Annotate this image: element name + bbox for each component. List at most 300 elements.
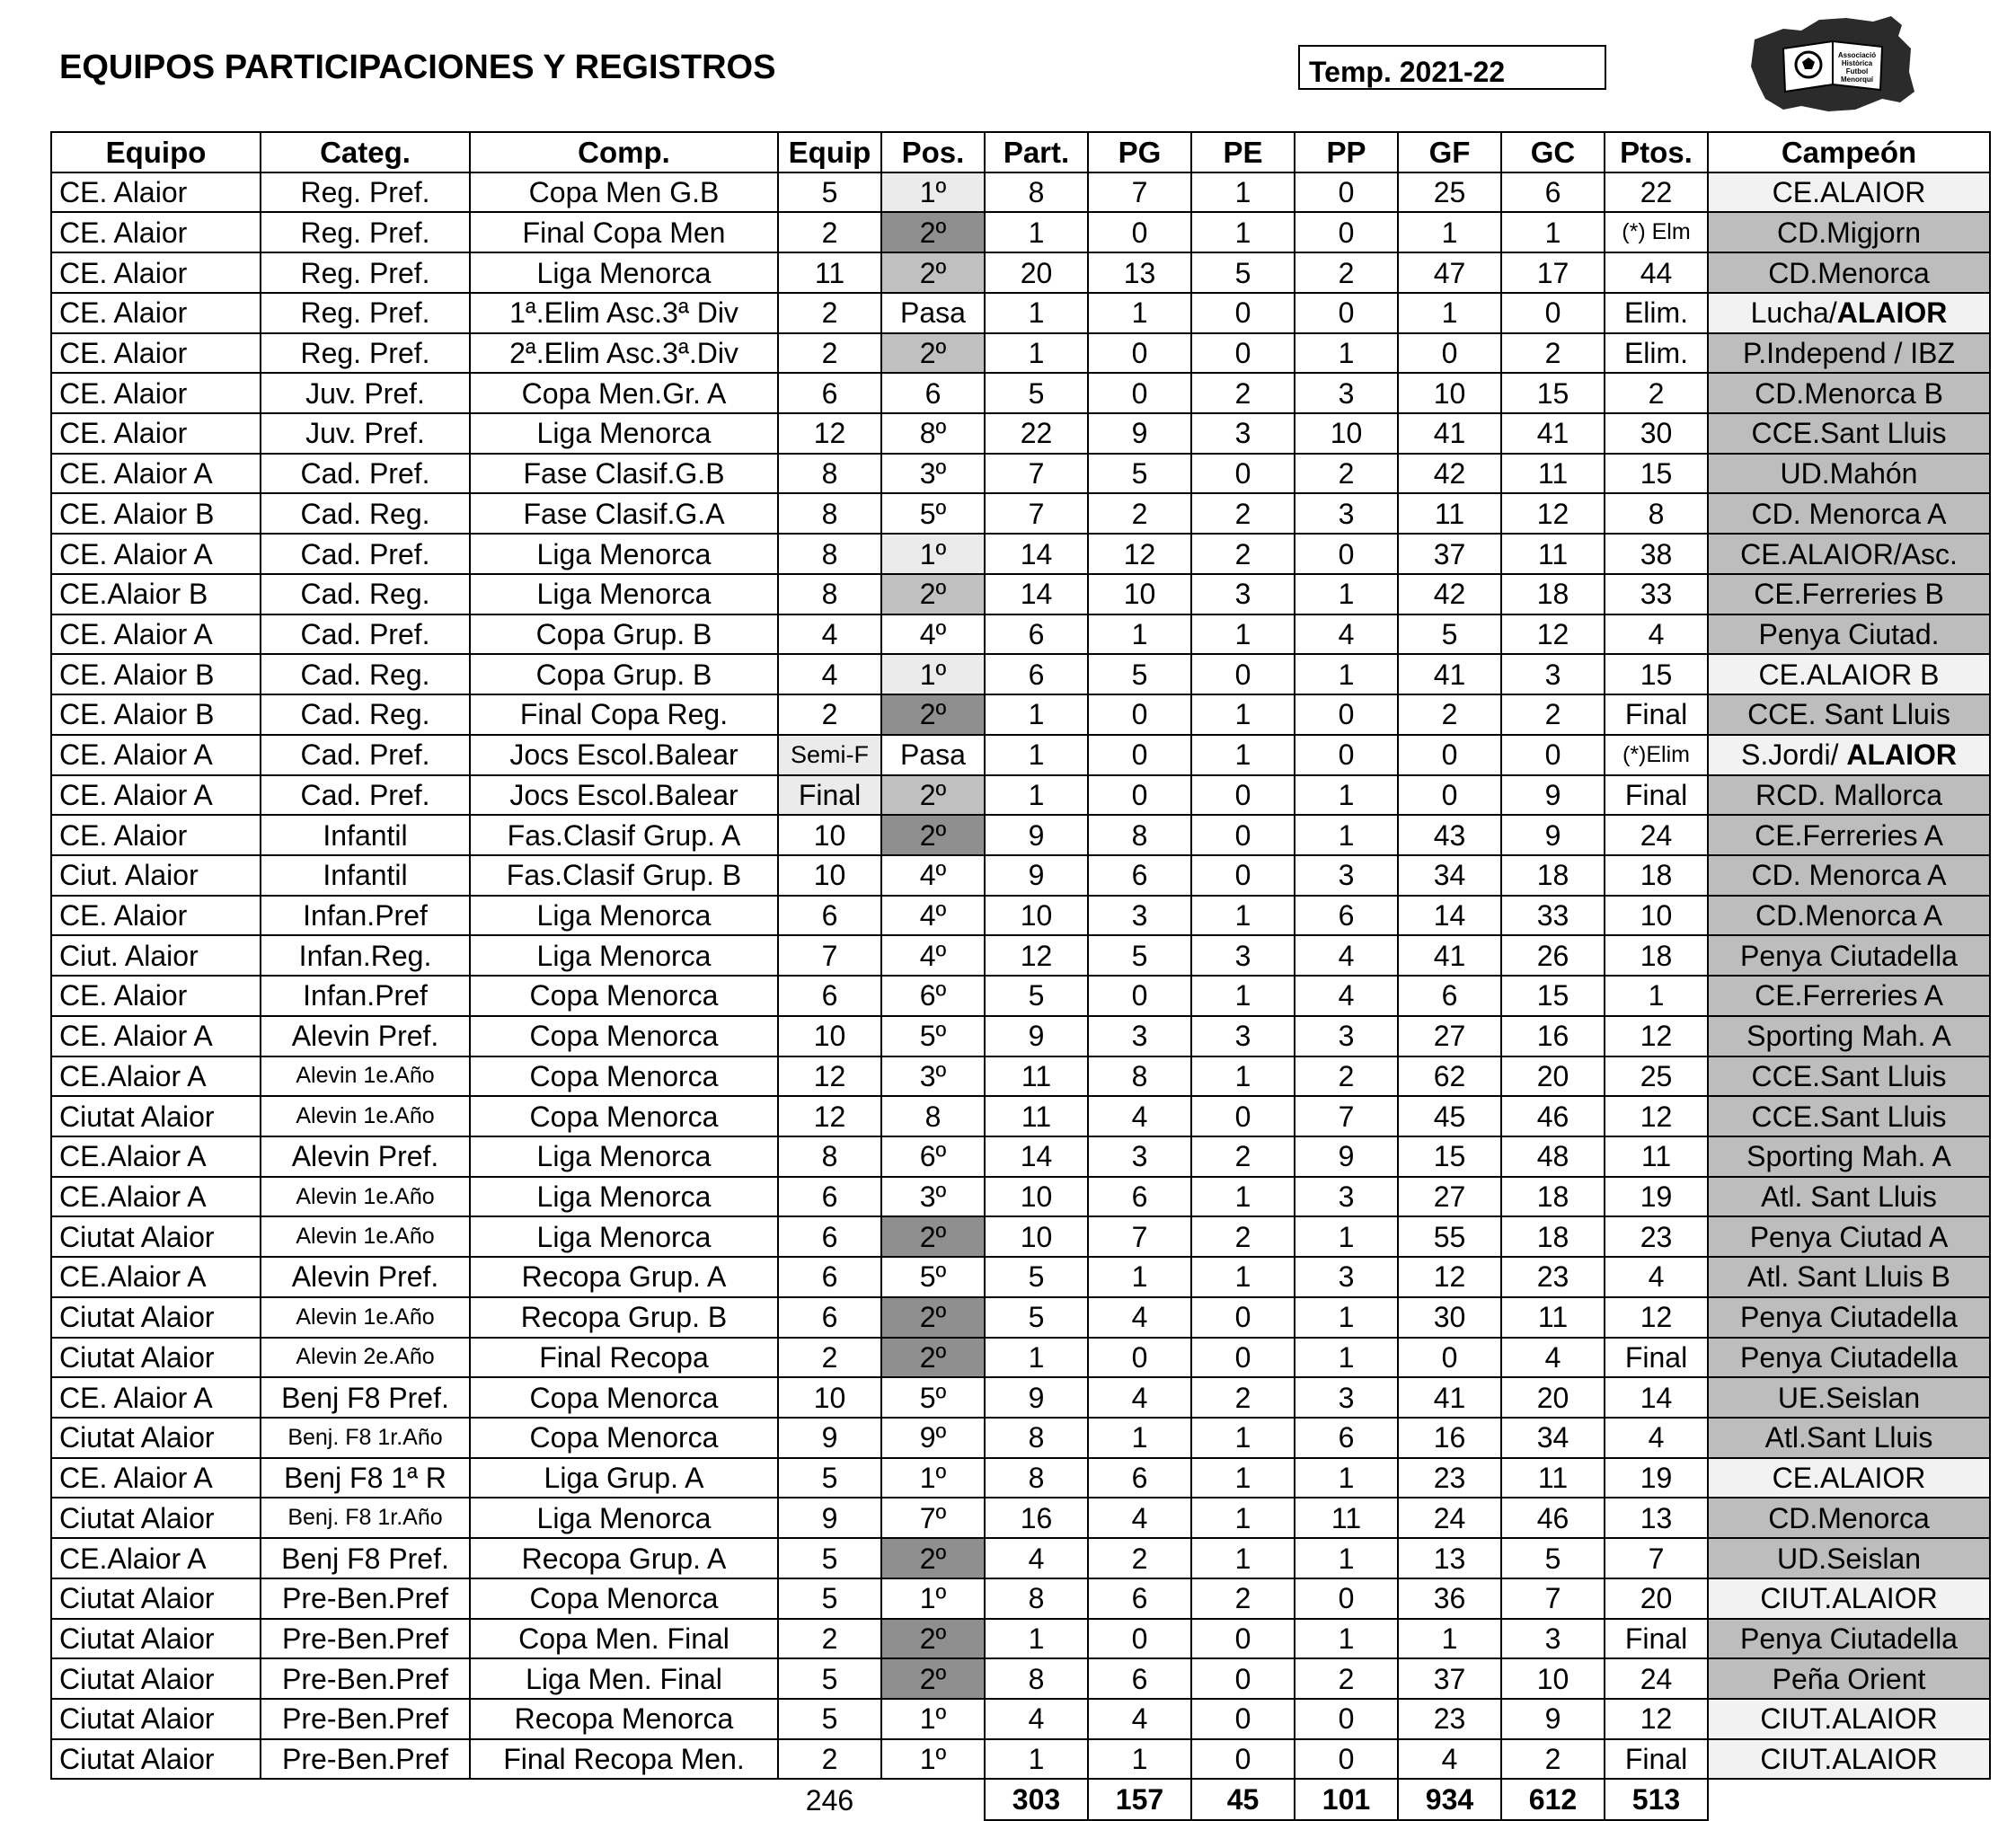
cell-comp: Liga Grup. A [470, 1458, 778, 1498]
cell-ptos: 11 [1605, 1136, 1708, 1177]
cell-pg: 0 [1088, 1338, 1191, 1378]
col-ptos: Ptos. [1605, 132, 1708, 172]
cell-categ: Reg. Pref. [261, 293, 470, 333]
cell-pe: 0 [1191, 1619, 1295, 1659]
table-row [51, 1016, 1990, 1056]
cell-equipo: Ciutat Alaior [51, 1338, 261, 1378]
cell-comp: Recopa Grup. B [470, 1297, 778, 1338]
cell-equip: 2 [778, 212, 881, 252]
cell-categ: Cad. Reg. [261, 654, 470, 694]
cell-equipo: CE.Alaior A [51, 1056, 261, 1097]
total-ptos: 513 [1605, 1779, 1708, 1820]
cell-equip: 10 [778, 815, 881, 855]
cell-pos: 2º [881, 1216, 985, 1257]
cell-gf: 24 [1398, 1498, 1501, 1538]
cell-pe: 1 [1191, 614, 1295, 655]
cell-part: 20 [985, 252, 1088, 293]
cell-ptos: 12 [1605, 1297, 1708, 1338]
cell-pp: 0 [1295, 212, 1398, 252]
cell-part: 1 [985, 333, 1088, 374]
cell-pe: 0 [1191, 775, 1295, 816]
cell-pg: 0 [1088, 373, 1191, 413]
cell-campeon: CE.ALAIOR [1708, 1458, 1990, 1498]
cell-pos: 6 [881, 373, 985, 413]
cell-pp: 4 [1295, 935, 1398, 976]
cell-part: 14 [985, 574, 1088, 614]
cell-pg: 12 [1088, 534, 1191, 574]
svg-text:Associació: Associació [1837, 51, 1877, 59]
cell-equip: 4 [778, 614, 881, 655]
col-equip: Equip [778, 132, 881, 172]
cell-gc: 2 [1501, 333, 1605, 374]
total-equip: 246 [805, 1783, 854, 1817]
cell-comp: Final Copa Men [470, 212, 778, 252]
cell-gf: 13 [1398, 1538, 1501, 1578]
cell-ptos: 44 [1605, 252, 1708, 293]
cell-categ: Infan.Pref [261, 976, 470, 1016]
col-pos: Pos. [881, 132, 985, 172]
col-categ: Categ. [261, 132, 470, 172]
cell-campeon: UD.Mahón [1708, 454, 1990, 494]
cell-pe: 0 [1191, 1297, 1295, 1338]
cell-pp: 0 [1295, 534, 1398, 574]
cell-categ: Cad. Pref. [261, 614, 470, 655]
table-row [51, 493, 1990, 534]
cell-pos: 4º [881, 855, 985, 896]
cell-gf: 0 [1398, 333, 1501, 374]
cell-pp: 1 [1295, 1619, 1398, 1659]
cell-categ: Juv. Pref. [261, 373, 470, 413]
cell-ptos: 12 [1605, 1016, 1708, 1056]
cell-equip: 2 [778, 333, 881, 374]
cell-categ: Pre-Ben.Pref [261, 1578, 470, 1619]
cell-equip: 10 [778, 1016, 881, 1056]
cell-pg: 2 [1088, 493, 1191, 534]
cell-pg: 8 [1088, 815, 1191, 855]
col-comp: Comp. [470, 132, 778, 172]
cell-comp: 1ª.Elim Asc.3ª Div [470, 293, 778, 333]
cell-pos: 3º [881, 1177, 985, 1217]
col-campeon: Campeón [1708, 132, 1990, 172]
cell-pp: 0 [1295, 293, 1398, 333]
cell-gf: 47 [1398, 252, 1501, 293]
cell-ptos: Final [1605, 694, 1708, 735]
cell-pg: 4 [1088, 1297, 1191, 1338]
cell-equipo: Ciutat Alaior [51, 1739, 261, 1780]
page-title: EQUIPOS PARTICIPACIONES Y REGISTROS [59, 49, 776, 86]
cell-equipo: CE. Alaior [51, 815, 261, 855]
cell-pg: 2 [1088, 1538, 1191, 1578]
table-row [51, 896, 1990, 936]
cell-equip: 5 [778, 1658, 881, 1699]
table-row [51, 935, 1990, 976]
cell-categ: Benj. F8 1r.Año [261, 1498, 470, 1538]
cell-pg: 10 [1088, 574, 1191, 614]
cell-equipo: CE. Alaior B [51, 654, 261, 694]
cell-ptos: 12 [1605, 1096, 1708, 1136]
table-row [51, 735, 1990, 775]
cell-part: 10 [985, 896, 1088, 936]
cell-equip: 6 [778, 1257, 881, 1297]
cell-gf: 37 [1398, 534, 1501, 574]
cell-gf: 0 [1398, 1338, 1501, 1378]
cell-pe: 1 [1191, 1498, 1295, 1538]
cell-gf: 27 [1398, 1177, 1501, 1217]
cell-equipo: CE.Alaior A [51, 1177, 261, 1217]
total-pg: 157 [1088, 1779, 1191, 1820]
table-row [51, 1458, 1990, 1498]
cell-pe: 1 [1191, 1458, 1295, 1498]
cell-equipo: Ciutat Alaior [51, 1658, 261, 1699]
cell-pos: 4º [881, 935, 985, 976]
cell-pg: 8 [1088, 1056, 1191, 1097]
cell-gf: 41 [1398, 1377, 1501, 1418]
cell-equipo: Ciutat Alaior [51, 1096, 261, 1136]
cell-gc: 12 [1501, 493, 1605, 534]
cell-comp: Copa Menorca [470, 1578, 778, 1619]
cell-part: 22 [985, 413, 1088, 454]
cell-part: 1 [985, 293, 1088, 333]
cell-comp: Copa Men G.B [470, 172, 778, 213]
cell-campeon: CD.Menorca [1708, 1498, 1990, 1538]
cell-campeon: CE.ALAIOR/Asc. [1708, 534, 1990, 574]
cell-gf: 5 [1398, 614, 1501, 655]
cell-categ: Pre-Ben.Pref [261, 1699, 470, 1739]
cell-pp: 0 [1295, 1739, 1398, 1780]
cell-ptos: 24 [1605, 1658, 1708, 1699]
cell-pos: 4º [881, 896, 985, 936]
cell-ptos: 33 [1605, 574, 1708, 614]
cell-campeon: Lucha/ALAIOR [1708, 293, 1990, 333]
totals-row [51, 1779, 1990, 1820]
cell-equip: 2 [778, 293, 881, 333]
cell-pp: 7 [1295, 1096, 1398, 1136]
cell-gc: 10 [1501, 1658, 1605, 1699]
cell-gf: 55 [1398, 1216, 1501, 1257]
cell-campeon: CCE. Sant Lluis [1708, 694, 1990, 735]
cell-ptos: Final [1605, 775, 1708, 816]
cell-pe: 0 [1191, 1658, 1295, 1699]
cell-pg: 6 [1088, 1458, 1191, 1498]
cell-comp: Liga Menorca [470, 896, 778, 936]
cell-categ: Infan.Pref [261, 896, 470, 936]
cell-pos: 2º [881, 212, 985, 252]
cell-pp: 2 [1295, 1658, 1398, 1699]
cell-pp: 2 [1295, 252, 1398, 293]
cell-campeon: Sporting Mah. A [1708, 1136, 1990, 1177]
cell-part: 11 [985, 1096, 1088, 1136]
cell-equip: 5 [778, 1538, 881, 1578]
table-row [51, 1538, 1990, 1578]
table-row [51, 413, 1990, 454]
cell-campeon: CD. Menorca A [1708, 855, 1990, 896]
cell-part: 7 [985, 454, 1088, 494]
cell-gf: 30 [1398, 1297, 1501, 1338]
cell-pe: 1 [1191, 1177, 1295, 1217]
cell-part: 4 [985, 1538, 1088, 1578]
cell-equipo: Ciutat Alaior [51, 1216, 261, 1257]
cell-gc: 20 [1501, 1377, 1605, 1418]
cell-equip: 8 [778, 454, 881, 494]
cell-equip: 5 [778, 1458, 881, 1498]
cell-campeon: CD.Migjorn [1708, 212, 1990, 252]
cell-ptos: 4 [1605, 614, 1708, 655]
cell-categ: Alevin 1e.Año [261, 1096, 470, 1136]
cell-part: 8 [985, 172, 1088, 213]
col-gf: GF [1398, 132, 1501, 172]
cell-ptos: 15 [1605, 454, 1708, 494]
cell-gc: 4 [1501, 1338, 1605, 1378]
cell-pe: 5 [1191, 252, 1295, 293]
cell-pos: 4º [881, 614, 985, 655]
cell-ptos: Elim. [1605, 293, 1708, 333]
cell-equip: 9 [778, 1498, 881, 1538]
cell-campeon: CCE.Sant Lluis [1708, 1056, 1990, 1097]
cell-ptos: Final [1605, 1338, 1708, 1378]
cell-pe: 2 [1191, 493, 1295, 534]
cell-equipo: CE. Alaior A [51, 735, 261, 775]
cell-pe: 1 [1191, 1257, 1295, 1297]
cell-part: 10 [985, 1216, 1088, 1257]
cell-ptos: 23 [1605, 1216, 1708, 1257]
cell-categ: Benj F8 Pref. [261, 1538, 470, 1578]
cell-comp: Copa Menorca [470, 1418, 778, 1458]
cell-part: 1 [985, 1619, 1088, 1659]
cell-gc: 33 [1501, 896, 1605, 936]
cell-gf: 14 [1398, 896, 1501, 936]
cell-pp: 0 [1295, 735, 1398, 775]
cell-pos: 1º [881, 534, 985, 574]
cell-gf: 43 [1398, 815, 1501, 855]
cell-pos: 6º [881, 1136, 985, 1177]
cell-pp: 3 [1295, 493, 1398, 534]
cell-equipo: Ciutat Alaior [51, 1578, 261, 1619]
cell-pe: 2 [1191, 1136, 1295, 1177]
cell-categ: Alevin Pref. [261, 1257, 470, 1297]
cell-pp: 9 [1295, 1136, 1398, 1177]
table-row [51, 293, 1990, 333]
cell-comp: Fas.Clasif Grup. A [470, 815, 778, 855]
cell-comp: Liga Menorca [470, 252, 778, 293]
cell-pe: 1 [1191, 172, 1295, 213]
cell-gf: 34 [1398, 855, 1501, 896]
cell-pg: 3 [1088, 896, 1191, 936]
cell-part: 8 [985, 1418, 1088, 1458]
cell-comp: Copa Menorca [470, 1056, 778, 1097]
cell-campeon: Penya Ciutad. [1708, 614, 1990, 655]
cell-gc: 3 [1501, 1619, 1605, 1659]
cell-pos: 2º [881, 1538, 985, 1578]
cell-gf: 45 [1398, 1096, 1501, 1136]
cell-part: 1 [985, 775, 1088, 816]
cell-part: 12 [985, 935, 1088, 976]
table-row [51, 614, 1990, 655]
cell-ptos: (*)Elim [1605, 735, 1708, 775]
cell-pos: 2º [881, 775, 985, 816]
cell-pe: 0 [1191, 855, 1295, 896]
col-gc: GC [1501, 132, 1605, 172]
cell-equip: 12 [778, 413, 881, 454]
svg-text:Històrica: Històrica [1841, 59, 1873, 67]
cell-pg: 4 [1088, 1377, 1191, 1418]
cell-equip: 2 [778, 1739, 881, 1780]
table-row [51, 654, 1990, 694]
cell-part: 5 [985, 373, 1088, 413]
cell-gf: 42 [1398, 454, 1501, 494]
cell-gf: 0 [1398, 775, 1501, 816]
table-row [51, 1177, 1990, 1217]
cell-equip: 9 [778, 1418, 881, 1458]
cell-equip: 11 [778, 252, 881, 293]
cell-pos: 2º [881, 574, 985, 614]
col-equipo: Equipo [51, 132, 261, 172]
cell-categ: Cad. Pref. [261, 735, 470, 775]
cell-pe: 1 [1191, 976, 1295, 1016]
total-gc: 612 [1501, 1779, 1605, 1820]
cell-gc: 2 [1501, 694, 1605, 735]
cell-pos: 1º [881, 654, 985, 694]
cell-part: 9 [985, 1377, 1088, 1418]
cell-equip: 6 [778, 373, 881, 413]
cell-gc: 41 [1501, 413, 1605, 454]
cell-part: 1 [985, 1338, 1088, 1378]
cell-ptos: Final [1605, 1619, 1708, 1659]
cell-campeon: Penya Ciutadella [1708, 1338, 1990, 1378]
cell-equipo: Ciutat Alaior [51, 1418, 261, 1458]
cell-pg: 7 [1088, 172, 1191, 213]
cell-gc: 26 [1501, 935, 1605, 976]
cell-campeon: Atl. Sant Lluis [1708, 1177, 1990, 1217]
cell-categ: Alevin 2e.Año [261, 1338, 470, 1378]
cell-gf: 2 [1398, 694, 1501, 735]
table-row [51, 1498, 1990, 1538]
cell-pp: 0 [1295, 1699, 1398, 1739]
cell-campeon: Penya Ciutadella [1708, 1619, 1990, 1659]
svg-text:Futbol: Futbol [1845, 67, 1869, 75]
cell-comp: Copa Men. Final [470, 1619, 778, 1659]
cell-pp: 11 [1295, 1498, 1398, 1538]
cell-pg: 0 [1088, 212, 1191, 252]
cell-gc: 9 [1501, 1699, 1605, 1739]
cell-pos: 1º [881, 1739, 985, 1780]
cell-gc: 17 [1501, 252, 1605, 293]
cell-pe: 2 [1191, 1578, 1295, 1619]
cell-campeon: Peña Orient [1708, 1658, 1990, 1699]
cell-categ: Cad. Reg. [261, 574, 470, 614]
cell-gc: 12 [1501, 614, 1605, 655]
cell-part: 9 [985, 1016, 1088, 1056]
table-row [51, 373, 1990, 413]
cell-part: 14 [985, 534, 1088, 574]
cell-pos: 2º [881, 1338, 985, 1378]
cell-part: 9 [985, 855, 1088, 896]
table-row [51, 1377, 1990, 1418]
cell-ptos: 20 [1605, 1578, 1708, 1619]
cell-comp: Liga Menorca [470, 534, 778, 574]
cell-equipo: Ciutat Alaior [51, 1619, 261, 1659]
cell-pp: 0 [1295, 694, 1398, 735]
cell-pos: 2º [881, 1619, 985, 1659]
cell-pos: 2º [881, 1297, 985, 1338]
cell-campeon: S.Jordi/ ALAIOR [1708, 735, 1990, 775]
cell-comp: Fase Clasif.G.A [470, 493, 778, 534]
cell-campeon: Atl. Sant Lluis B [1708, 1257, 1990, 1297]
cell-pg: 6 [1088, 1658, 1191, 1699]
cell-categ: Pre-Ben.Pref [261, 1739, 470, 1780]
cell-categ: Benj F8 Pref. [261, 1377, 470, 1418]
cell-pg: 0 [1088, 735, 1191, 775]
cell-equip: Final [778, 775, 881, 816]
cell-campeon: RCD. Mallorca [1708, 775, 1990, 816]
cell-gc: 18 [1501, 1216, 1605, 1257]
cell-gc: 16 [1501, 1016, 1605, 1056]
table-row [51, 976, 1990, 1016]
cell-pg: 9 [1088, 413, 1191, 454]
cell-pe: 0 [1191, 1739, 1295, 1780]
cell-gf: 36 [1398, 1578, 1501, 1619]
cell-part: 16 [985, 1498, 1088, 1538]
cell-equipo: CE. Alaior [51, 212, 261, 252]
cell-pp: 1 [1295, 1338, 1398, 1378]
cell-campeon: CE.ALAIOR [1708, 172, 1990, 213]
cell-part: 10 [985, 1177, 1088, 1217]
table-row [51, 252, 1990, 293]
cell-equip: 6 [778, 1297, 881, 1338]
cell-pe: 0 [1191, 293, 1295, 333]
cell-equip: 2 [778, 1619, 881, 1659]
table-row [51, 1257, 1990, 1297]
cell-ptos: 12 [1605, 1699, 1708, 1739]
cell-pe: 3 [1191, 413, 1295, 454]
cell-pe: 0 [1191, 654, 1295, 694]
cell-campeon: Penya Ciutadella [1708, 1297, 1990, 1338]
cell-gf: 6 [1398, 976, 1501, 1016]
cell-pe: 0 [1191, 1699, 1295, 1739]
cell-categ: Alevin 1e.Año [261, 1297, 470, 1338]
cell-pp: 2 [1295, 1056, 1398, 1097]
cell-comp: Liga Menorca [470, 413, 778, 454]
cell-ptos: 19 [1605, 1458, 1708, 1498]
cell-pos: 5º [881, 1377, 985, 1418]
cell-part: 1 [985, 1739, 1088, 1780]
cell-categ: Cad. Pref. [261, 454, 470, 494]
cell-equip: 6 [778, 976, 881, 1016]
cell-ptos: 4 [1605, 1418, 1708, 1458]
cell-campeon: CD.Menorca A [1708, 896, 1990, 936]
cell-pos: 1º [881, 1458, 985, 1498]
cell-gc: 46 [1501, 1096, 1605, 1136]
cell-gc: 46 [1501, 1498, 1605, 1538]
cell-gc: 11 [1501, 1458, 1605, 1498]
cell-pos: 5º [881, 1016, 985, 1056]
cell-campeon: CIUT.ALAIOR [1708, 1699, 1990, 1739]
cell-pg: 1 [1088, 1418, 1191, 1458]
cell-equip: 8 [778, 574, 881, 614]
cell-part: 14 [985, 1136, 1088, 1177]
cell-gc: 9 [1501, 815, 1605, 855]
cell-equipo: CE. Alaior A [51, 1458, 261, 1498]
col-pg: PG [1088, 132, 1191, 172]
table-row [51, 1297, 1990, 1338]
cell-categ: Cad. Pref. [261, 775, 470, 816]
cell-comp: Copa Menorca [470, 1016, 778, 1056]
cell-pg: 0 [1088, 976, 1191, 1016]
cell-pos: 2º [881, 333, 985, 374]
cell-pe: 1 [1191, 1538, 1295, 1578]
cell-equip: 8 [778, 1136, 881, 1177]
cell-pe: 0 [1191, 333, 1295, 374]
cell-comp: Copa Men.Gr. A [470, 373, 778, 413]
